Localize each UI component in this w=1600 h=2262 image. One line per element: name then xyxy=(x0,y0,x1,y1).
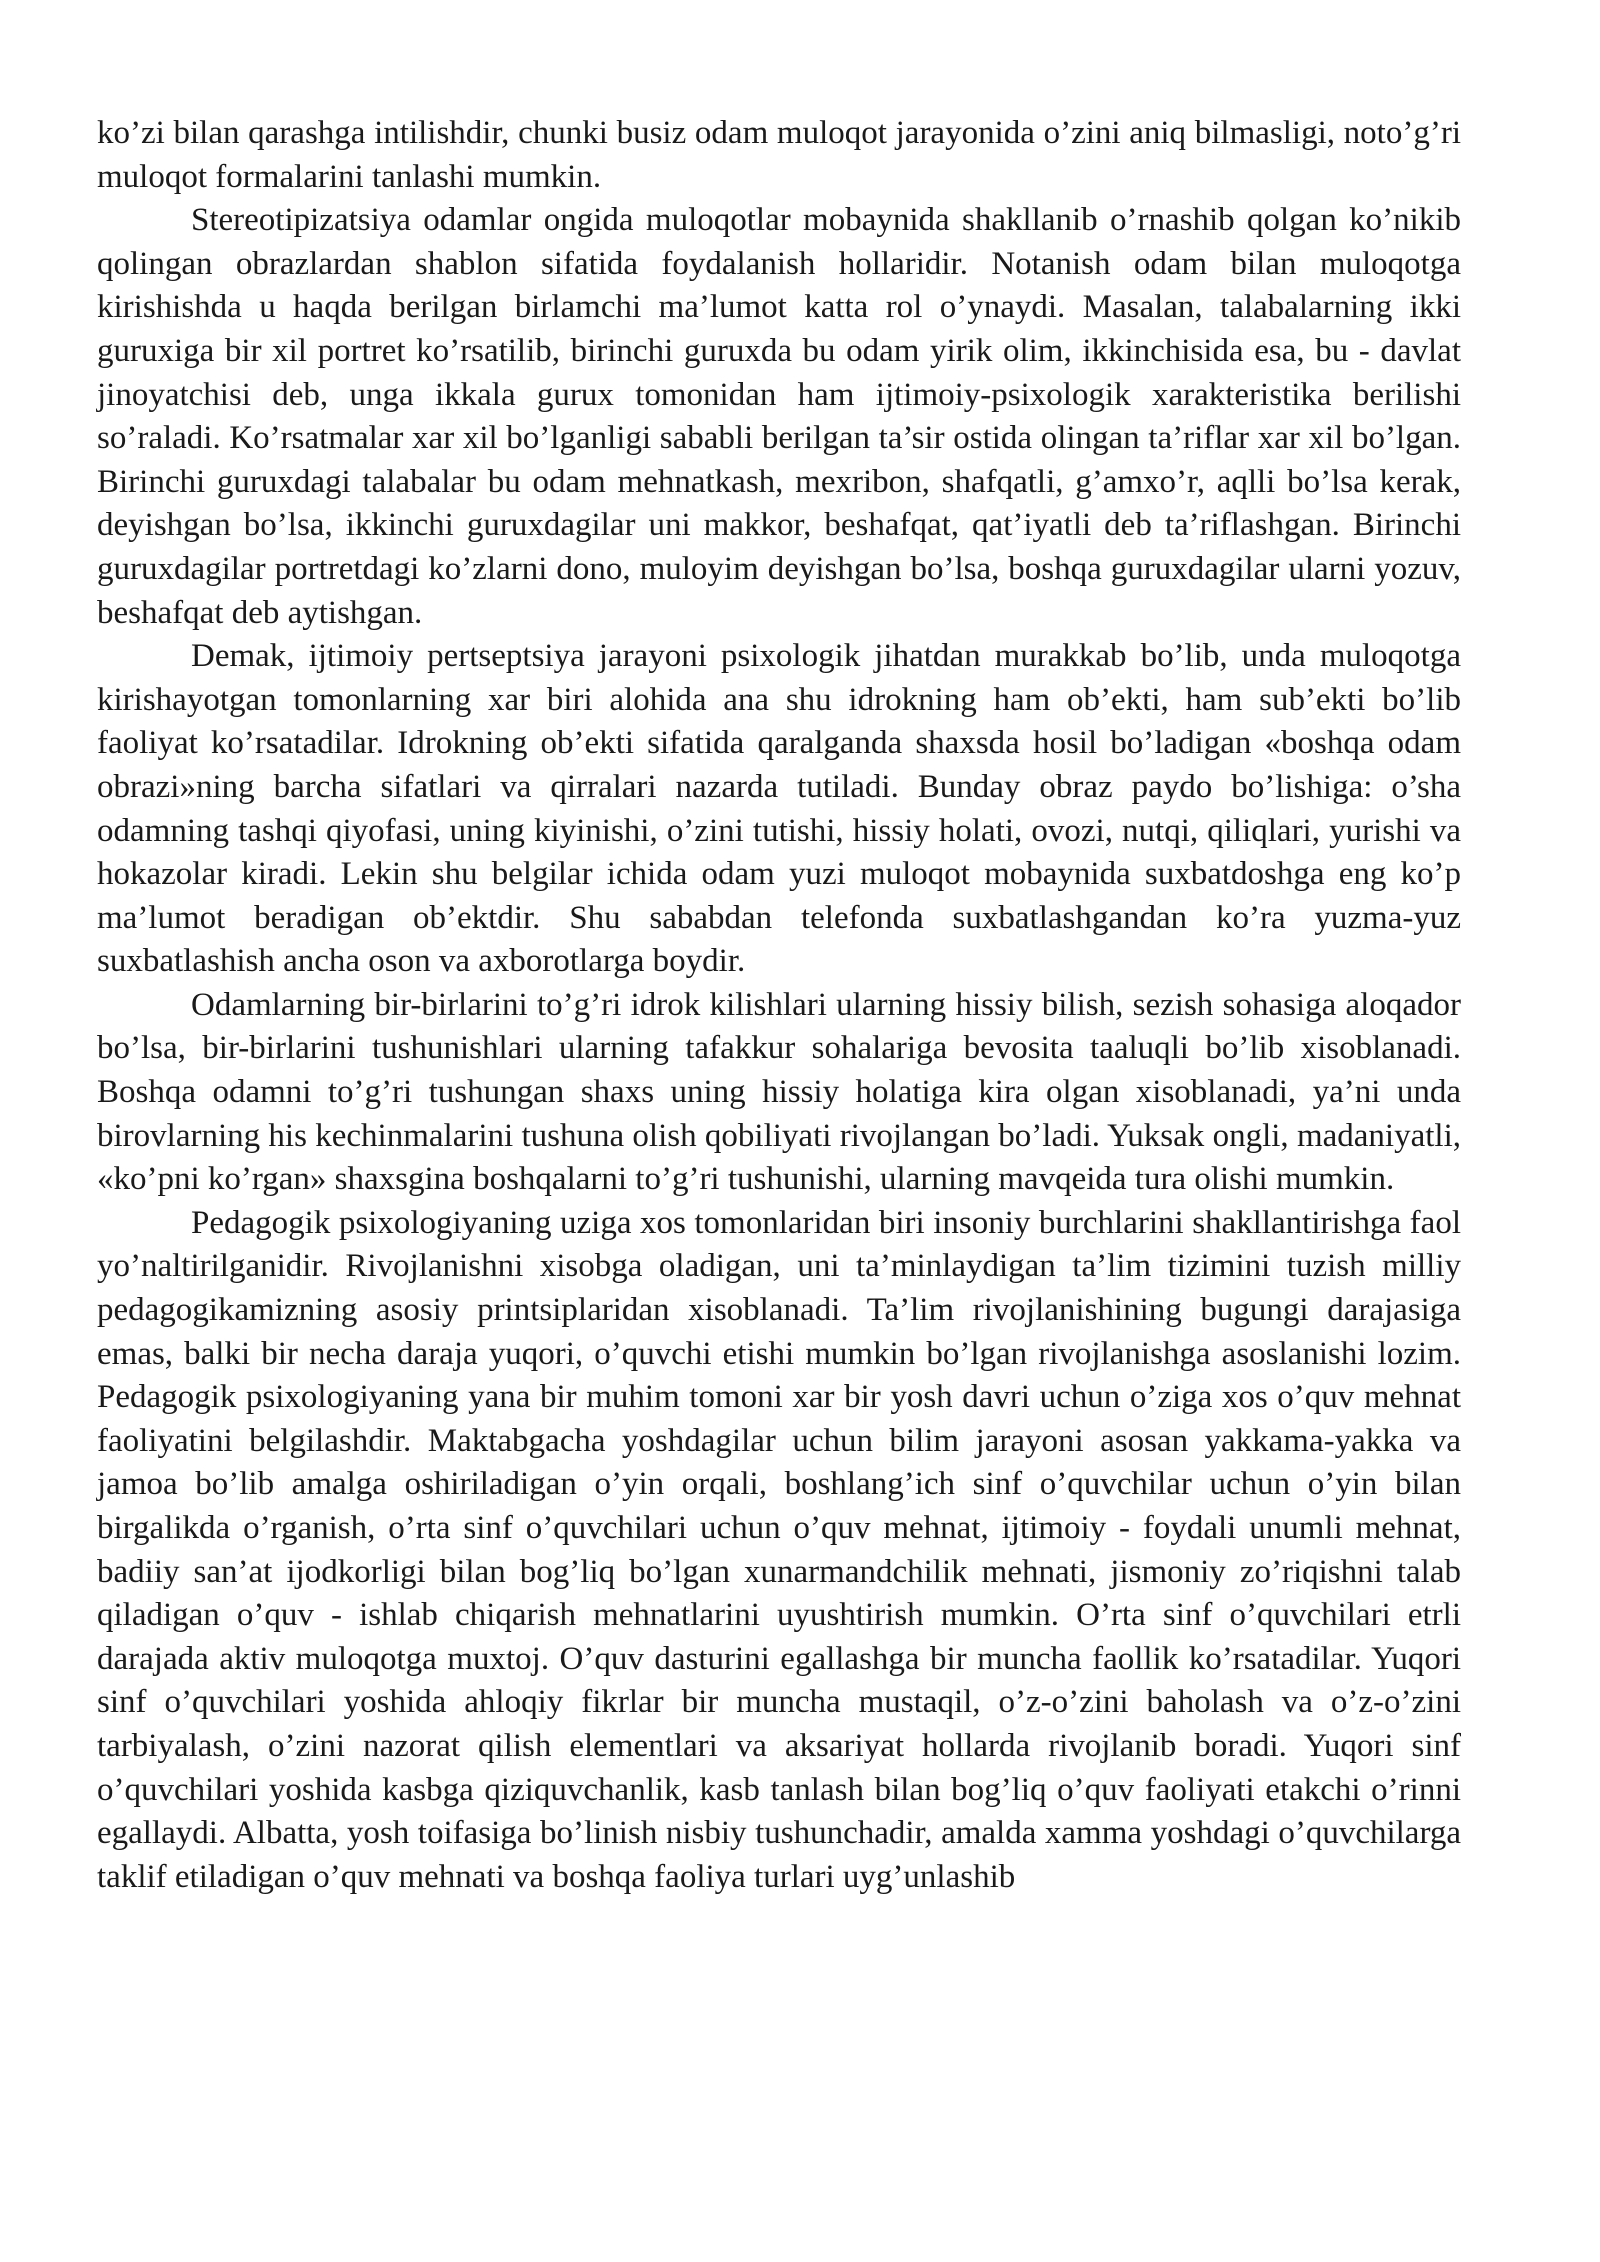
document-page xyxy=(97,112,1461,1899)
paragraph-stereotypization: Stereotipizatsiya odamlar ongida muloqotlar mobaynida shakllanib o’rnashib qolgan ko’nikib qolingan obrazlardan shablon sifatida foydalanish hollaridir. Notanish odam bilan muloqotga kirishishda u haqda berilgan birlamchi ma’lumot katta rol o’ynaydi. Masalan, talabalarning ikki guruxiga bir xil portret ko’rsatilib, birinchi guruxda bu odam yirik olim, ikkinchisida esa, bu - davlat jinoyatchisi deb, unga ikkala gurux tomonidan ham ijtimoiy-psixologik xarakteristika berilishi so’raladi. Ko’rsatmalar xar xil bo’lganligi sababli berilgan ta’sir ostida olingan ta’riflar xar xil bo’lgan. Birinchi guruxdagi talabalar bu odam mehnatkash, mexribon, shafqatli, g’amxo’r, aqlli bo’lsa kerak, deyishgan bo’lsa, ikkinchi guruxdagilar uni makkor, beshafqat, qat’iyatli deb ta’riflashgan. Birinchi guruxdagilar portretdagi ko’zlarni dono, muloyim deyishgan bo’lsa, boshqa guruxdagilar ularni yozuv, beshafqat deb aytishgan. xyxy=(97,202,1461,631)
paragraph-pedagogical-psychology: Pedagogik psixologiyaning uziga xos tomonlaridan biri insoniy burchlarini shakllantirishga faol yo’naltirilganidir. Rivojlanishni xisobga oladigan, uni ta’minlaydigan ta’lim tizimini tuzish milliy pedagogikamizning asosiy printsiplaridan xisoblanadi. Ta’lim rivojlanishining bugungi darajasiga emas, balki bir necha daraja yuqori, o’quvchi etishi mumkin bo’lgan rivojlanishga asoslanishi lozim. Pedagogik psixologiyaning yana bir muhim tomoni xar bir yosh davri uchun o’ziga xos o’quv mehnat faoliyatini belgilashdir. Maktabgacha yoshdagilar uchun bilim jarayoni asosan yakkama-yakka va jamoa bo’lib amalga oshiriladigan o’yin orqali, boshlang’ich sinf o’quvchilar uchun o’yin bilan birgalikda o’rganish, o’rta sinf o’quvchilari uchun o’quv mehnat, ijtimoiy - foydali unumli mehnat, badiiy san’at ijodkorligi bilan bog’liq bo’lgan xunarmandchilik mehnati, jismoniy zo’riqishni talab qiladigan o’quv - ishlab chiqarish mehnatlarini uyushtirish mumkin. O’rta sinf o’quvchilari etrli darajada aktiv muloqotga muxtoj. O’quv dasturini egallashga bir muncha faollik ko’rsatadilar. Yuqori sinf o’quvchilari yoshida ahloqiy fikrlar bir muncha mustaqil, o’z-o’zini baholash va o’z-o’zini tarbiyalash, o’zini nazorat qilish elementlari va aksariyat hollarda rivojlanib boradi. Yuqori sinf o’quvchilari yoshida kasbga qiziquvchanlik, kasb tanlash bilan bog’liq o’quv faoliyati etakchi o’rinni egallaydi. Albatta, yosh toifasiga bo’linish nisbiy tushunchadir, amalda xamma yoshdagi o’quvchilarga taklif etiladigan o’quv mehnati va boshqa faoliya turlari uyg’unlashib xyxy=(97,1204,1461,1895)
paragraph-continuation: ko’zi bilan qarashga intilishdir, chunki busiz odam muloqot jarayonida o’zini aniq bilmasligi, noto’g’ri muloqot formalarini tanlashi mumkin. xyxy=(97,115,1461,195)
paragraph-social-perception: Demak, ijtimoiy pertseptsiya jarayoni psixologik jihatdan murakkab bo’lib, unda muloqotga kirishayotgan tomonlarning xar biri alohida ana shu idrokning ham ob’ekti, ham sub’ekti bo’lib faoliyat ko’rsatadilar. Idrokning ob’ekti sifatida qaralganda shaxsda hosil bo’ladigan «boshqa odam obrazi»ning barcha sifatlari va qirralari nazarda tutiladi. Bunday obraz paydo bo’lishiga: o’sha odamning tashqi qiyofasi, uning kiyinishi, o’zini tutishi, hissiy holati, ovozi, nutqi, qiliqlari, yurishi va hokazolar kiradi. Lekin shu belgilar ichida odam yuzi muloqot mobaynida suxbatdoshga eng ko’p ma’lumot beradigan ob’ektdir. Shu sababdan telefonda suxbatlashgandan ko’ra yuzma-yuz suxbatlashish ancha oson va axborotlarga boydir. xyxy=(97,638,1461,980)
paragraph-mutual-understanding: Odamlarning bir-birlarini to’g’ri idrok kilishlari ularning hissiy bilish, sezish sohasiga aloqador bo’lsa, bir-birlarini tushunishlari ularning tafakkur sohalariga bevosita taaluqli bo’lib xisoblanadi. Boshqa odamni to’g’ri tushungan shaxs uning hissiy holatiga kira olgan xisoblanadi, ya’ni unda birovlarning his kechinmalarini tushuna olish qobiliyati rivojlangan bo’ladi. Yuksak ongli, madaniyatli, «ko’pni ko’rgan» shaxsgina boshqalarni to’g’ri tushunishi, ularning mavqeida tura olishi mumkin. xyxy=(97,986,1461,1198)
